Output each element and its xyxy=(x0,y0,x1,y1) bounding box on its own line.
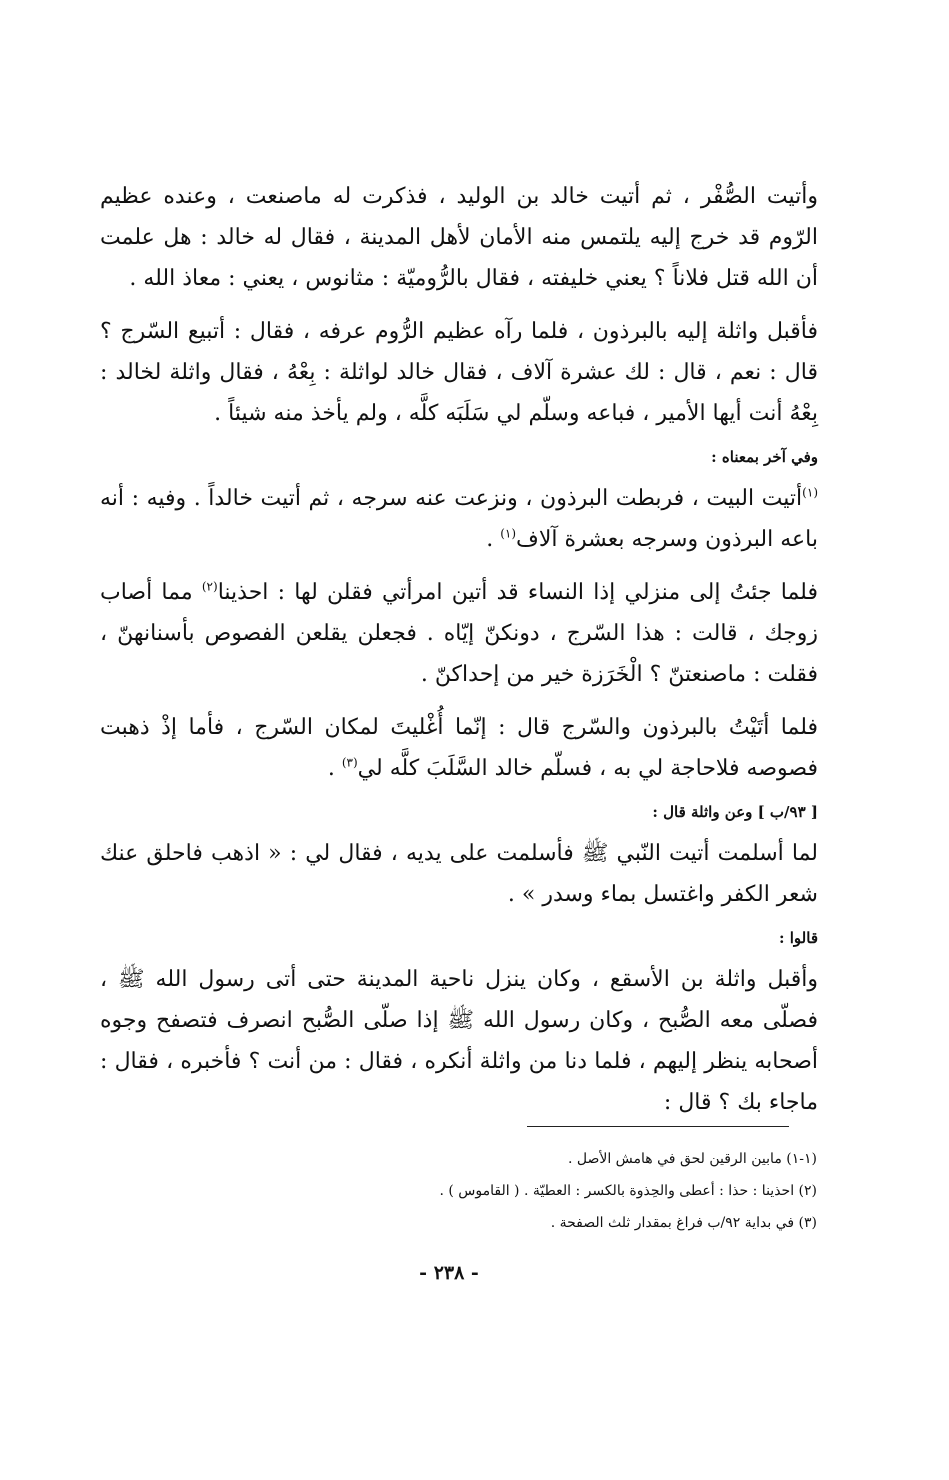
paragraph-2: فأقبل واثلة إليه بالبرذون ، فلما رآه عظيم الرُّوم عرفه ، فقال : أتبيع السّرج ؟ قال : نعم ، قال : لك عشرة آلاف ، فقال خالد لواثلة : بِعْهُ ، فقال واثلة لخالد : بِعْهُ أنت أيها الأمير ، فباعه وسلّم لي سَلَبَه كلَّه ، ولم يأخذ منه شيئاً . xyxy=(100,319,818,426)
paragraph-4-part-a: فلما جئتُ إلى منزلي إذا النساء قد أتين امرأتي فقلن لها : احذينا xyxy=(217,580,818,605)
footnote-marker-2: (٢) xyxy=(201,579,218,594)
section-heading-2: [ ٩٣/ب ] وعن واثلة قال : xyxy=(652,803,818,821)
paragraph-5 xyxy=(100,707,818,789)
paragraph-5-part-a: فلما أتَيْتُ بالبرذون والسّرج قال : إنّما أُغْليتَ لمكان السّرج ، فأما إذْ ذهبت فصوصه فلاحاجة لي به ، فسلّم خالد السَّلَبَ كلَّه لي xyxy=(100,715,818,781)
paragraph-3-end: . xyxy=(486,527,501,552)
main-text xyxy=(100,176,818,1123)
footnote-1: (١-١) مابين الرقين لحق في هامش الأصل . xyxy=(567,1151,817,1167)
paragraph-5-part-b: . xyxy=(327,756,342,781)
paragraph-4 xyxy=(100,572,818,695)
footnote-marker-1-end: (١) xyxy=(500,526,517,541)
section-heading-1: وفي آخر بمعناه : xyxy=(711,448,818,466)
page-number: - ٢٣٨ - xyxy=(419,1262,479,1284)
paragraph-6: لما أسلمت أتيت النّبي ﷺ فأسلمت على يديه ، فقال لي : « اذهب فاحلق عنك شعر الكفر واغتسل بماء وسدر » . xyxy=(100,841,818,907)
footnote-marker-1: (١) xyxy=(802,485,818,500)
section-heading-3: قالوا : xyxy=(779,929,818,947)
paragraph-4-part-b: مما أصاب زوجك ، قالت : هذا السّرج ، دونكنّ إيّاه . فجعلن يقلعن الفصوص بأسنانهنّ ، فقلت : ماصنعتنّ ؟ الْخَرَزة خير من إحداكنّ . xyxy=(100,580,818,687)
paragraph-7: وأقبل واثلة بن الأسقع ، وكان ينزل ناحية المدينة حتى أتى رسول الله ﷺ ، فصلّى معه الصُّبح ، وكان رسول الله ﷺ إذا صلّى الصُّبح انصرف فتصفح وجوه أصحابه ينظر إليهم ، فلما دنا من واثلة أنكره ، فقال : من أنت ؟ فأخبره ، فقال : ماجاء بك ؟ قال : xyxy=(100,967,818,1115)
paragraph-1: وأتيت الصُّفْر ، ثم أتيت خالد بن الوليد ، فذكرت له ماصنعت ، وعنده عظيم الرّوم قد خرج إليه يلتمس منه الأمان لأهل المدينة ، فقال له خالد : هل علمت أن الله قتل فلاناً ؟ يعني خليفته ، فقال بالرُّوميّة : مثانوس ، يعني : معاذ الله . xyxy=(100,184,818,291)
footnote-divider xyxy=(527,1126,789,1127)
paragraph-3 xyxy=(100,478,818,560)
footnote-marker-3: (٣) xyxy=(341,755,358,770)
paragraph-3-text: أتيت البيت ، فربطت البرذون ، ونزعت عنه سرجه ، ثم أتيت خالداً . وفيه : أنه باعه البرذون وسرجه بعشرة آلاف xyxy=(100,486,818,552)
footnote-2: (٢) احذينا : حذا : أعطى والحِذوة بالكسر : العطيّة . ( القاموس ) . xyxy=(439,1183,817,1199)
footnote-3: (٣) في بداية ٩٢/ب فراغ بمقدار ثلث الصفحة . xyxy=(550,1215,817,1231)
footnotes xyxy=(217,1143,817,1239)
